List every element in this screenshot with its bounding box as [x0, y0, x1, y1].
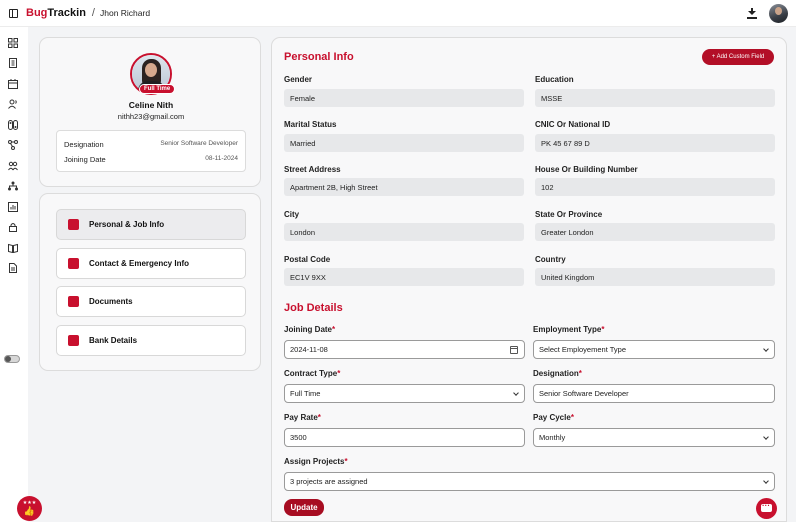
postal-code-field: EC1V 9XX — [284, 268, 524, 286]
grid-icon[interactable] — [8, 38, 18, 48]
menu-item-personal-job-info[interactable] — [56, 209, 246, 240]
add-custom-field-button[interactable]: + Add Custom Field — [702, 49, 774, 65]
logo-bug-text: Bug — [26, 7, 48, 19]
breadcrumb-separator: / — [91, 7, 95, 19]
rating-badge[interactable] — [17, 496, 42, 521]
update-button[interactable]: Update — [284, 499, 324, 516]
menu-item-documents[interactable] — [56, 286, 246, 317]
national-id-field: PK 45 67 89 D — [535, 134, 775, 152]
download-icon[interactable] — [747, 8, 757, 19]
wallet-icon — [68, 335, 79, 346]
chat-icon[interactable] — [756, 498, 777, 519]
pay-cycle-select[interactable] — [533, 428, 775, 447]
top-bar — [0, 0, 796, 27]
users-group-icon[interactable] — [8, 161, 18, 171]
joining-date-label: Joining Date* — [284, 325, 336, 334]
user-avatar[interactable] — [769, 4, 788, 23]
designation-value: Senior Software Developer — [160, 140, 238, 147]
toggle-settings-icon[interactable] — [8, 120, 18, 130]
rating-stars: ★★★ — [22, 500, 37, 506]
pay-rate-label: Pay Rate* — [284, 413, 321, 422]
thumbs-up-icon: 👍 — [23, 506, 36, 516]
profile-info-box — [56, 130, 246, 172]
hierarchy-icon[interactable] — [8, 181, 18, 191]
country-field: United Kingdom — [535, 268, 775, 286]
gender-field: Female — [284, 89, 524, 107]
national-id-label: CNIC Or National ID — [535, 120, 611, 129]
contract-type-label: Contract Type* — [284, 369, 341, 378]
theme-toggle[interactable] — [4, 355, 20, 363]
assign-projects-label: Assign Projects* — [284, 457, 348, 466]
app-logo[interactable] — [26, 7, 86, 19]
gender-label: Gender — [284, 75, 313, 84]
chevron-down-icon — [763, 346, 769, 352]
contract-type-value: Full Time — [290, 389, 321, 398]
workflow-icon[interactable] — [8, 140, 18, 150]
joining-date-label: Joining Date — [64, 155, 106, 164]
menu-item-bank-details[interactable] — [56, 325, 246, 356]
employment-type-select[interactable] — [533, 340, 775, 359]
contract-type-select[interactable] — [284, 384, 525, 403]
pay-cycle-value: Monthly — [539, 433, 566, 442]
profile-card — [39, 37, 261, 187]
employment-type-label: Employment Type* — [533, 325, 605, 334]
education-label: Education — [535, 75, 574, 84]
employee-details-card — [271, 37, 787, 522]
book-icon[interactable] — [8, 243, 18, 253]
street-address-field: Apartment 2B, High Street — [284, 178, 524, 196]
state-field: Greater London — [535, 223, 775, 241]
state-label: State Or Province — [535, 210, 603, 219]
designation-row — [64, 140, 238, 149]
logo-rest-text: Trackin — [47, 7, 86, 19]
calendar-icon[interactable] — [510, 346, 518, 354]
phone-icon — [68, 258, 79, 269]
assign-projects-select[interactable] — [284, 472, 775, 491]
job-details-title: Job Details — [284, 302, 343, 314]
joining-date-row — [64, 155, 238, 164]
profile-name: Celine Nith — [128, 100, 174, 110]
country-label: Country — [535, 255, 566, 264]
menu-item-label: Documents — [89, 297, 133, 306]
joining-date-value: 2024-11-08 — [290, 345, 328, 354]
sidebar — [0, 27, 28, 522]
chevron-down-icon — [763, 434, 769, 440]
house-number-field: 102 — [535, 178, 775, 196]
menu-item-contact-emergency-info[interactable] — [56, 248, 246, 279]
assign-projects-value: 3 projects are assigned — [290, 477, 368, 486]
city-label: City — [284, 210, 300, 219]
user-voice-icon[interactable] — [8, 99, 18, 109]
pay-rate-input[interactable]: 3500 — [284, 428, 525, 447]
employment-status-badge: Full Time — [139, 84, 175, 94]
marital-status-label: Marital Status — [284, 120, 337, 129]
profile-email: nithh23@gmail.com — [117, 112, 185, 121]
document-icon[interactable] — [8, 263, 18, 273]
pay-cycle-label: Pay Cycle* — [533, 413, 574, 422]
menu-item-label: Bank Details — [89, 336, 138, 345]
marital-status-field: Married — [284, 134, 524, 152]
menu-item-label: Contact & Emergency Info — [89, 259, 190, 268]
designation-input[interactable]: Senior Software Developer — [533, 384, 775, 403]
chevron-down-icon — [513, 390, 519, 396]
designation-label: Designation — [64, 140, 104, 149]
sidebar-collapse-icon[interactable] — [9, 9, 18, 18]
designation-label: Designation* — [533, 369, 582, 378]
lock-icon[interactable] — [8, 222, 18, 232]
street-address-label: Street Address — [284, 165, 341, 174]
joining-date-value: 08-11-2024 — [205, 155, 238, 162]
briefcase-icon — [68, 219, 79, 230]
city-field: London — [284, 223, 524, 241]
employment-type-value: Select Employement Type — [539, 345, 626, 354]
breadcrumb-user-name[interactable]: Jhon Richard — [99, 8, 151, 18]
profile-menu — [39, 193, 261, 371]
building-icon[interactable] — [8, 58, 18, 68]
calendar-icon[interactable] — [8, 79, 18, 89]
joining-date-input[interactable] — [284, 340, 525, 359]
chevron-down-icon — [763, 478, 769, 484]
personal-info-title: Personal Info — [284, 51, 354, 63]
postal-code-label: Postal Code — [284, 255, 331, 264]
chart-icon[interactable] — [8, 202, 18, 212]
house-number-label: House Or Building Number — [535, 165, 638, 174]
menu-item-label: Personal & Job Info — [89, 220, 165, 229]
education-field: MSSE — [535, 89, 775, 107]
document-icon — [68, 296, 79, 307]
